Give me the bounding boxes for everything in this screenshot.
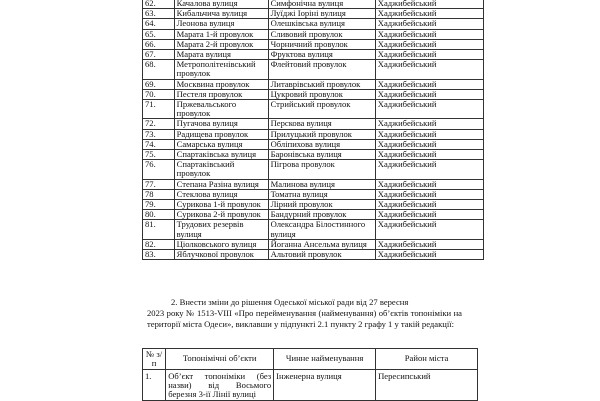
row-num: 1. — [143, 370, 166, 401]
row-number: 74. — [143, 139, 175, 149]
row-number: 71. — [143, 100, 175, 119]
table-row — [143, 19, 484, 29]
row-number: 70. — [143, 89, 175, 99]
row-number: 66. — [143, 39, 175, 49]
table-row — [143, 239, 484, 249]
old-street-name: Сурикова 2-й провулок — [174, 210, 268, 220]
new-street-name: Альтовий провулок — [268, 250, 375, 260]
old-street-name: Пугачова вулиця — [174, 119, 268, 129]
row-number: 65. — [143, 29, 175, 39]
table-row — [143, 189, 484, 199]
new-street-name: Флейтовий провулок — [268, 60, 375, 79]
district-name: Хаджибейський — [375, 119, 483, 129]
district-name: Хаджибейський — [375, 0, 483, 9]
streets-renaming-table — [142, 0, 484, 260]
table-row — [143, 150, 484, 160]
old-street-name: Яблучкової провулок — [174, 250, 268, 260]
row-number: 78 — [143, 189, 175, 199]
district-name: Хаджибейський — [375, 29, 483, 39]
district-name: Хаджибейський — [375, 79, 483, 89]
district-name: Хаджибейський — [375, 160, 483, 179]
row-number: 69. — [143, 79, 175, 89]
old-street-name: Спартаківський провулок — [174, 160, 268, 179]
paragraph-first-line: 2. Внести зміни до рішення Одеської міської ради від 27 вересня — [171, 297, 409, 307]
streets-table-body — [143, 0, 484, 260]
old-street-name: Марата вулиця — [174, 50, 268, 60]
old-street-name: Кибальчича вулиця — [174, 9, 268, 19]
new-street-name: Литаврівський провулок — [268, 79, 375, 89]
old-street-name: Пржевальського провулок — [174, 100, 268, 119]
row-number: 68. — [143, 60, 175, 79]
old-street-name: Марата 2-й провулок — [174, 39, 268, 49]
table-row — [143, 179, 484, 189]
district-name: Хаджибейський — [375, 129, 483, 139]
district-name: Хаджибейський — [375, 220, 483, 239]
new-street-name: Луїджі Іоріні вулиця — [268, 9, 375, 19]
new-street-name: Перскова вулиця — [268, 119, 375, 129]
amended-table-header-row — [143, 349, 478, 370]
new-street-name: Стрийський провулок — [268, 100, 375, 119]
old-street-name: Трудових резервів вулиця — [174, 220, 268, 239]
paragraph-rest: 2023 року № 1513-VIII «Про перейменування (найменування) об’єктів топоніміки на території міста Одеси», виклавши у підпункті 2.1 пункту 2 графу 1 у такій редакції: — [147, 308, 462, 329]
table-row — [143, 210, 484, 220]
new-street-name: Баронівська вулиця — [268, 150, 375, 160]
district-name: Хаджибейський — [375, 210, 483, 220]
row-current-name: Інженерна вулиця — [274, 370, 376, 401]
header-current-name: Чинне найменування — [274, 349, 376, 370]
new-street-name: Симфонічна вулиця — [268, 0, 375, 9]
table-row — [143, 200, 484, 210]
row-number: 72. — [143, 119, 175, 129]
old-street-name: Спартаківська вулиця — [174, 150, 268, 160]
new-street-name: Йоганна Ансельма вулиця — [268, 239, 375, 249]
old-street-name: Самарська вулиця — [174, 139, 268, 149]
old-street-name: Качалова вулиця — [174, 0, 268, 9]
old-street-name: Сурикова 1-й провулок — [174, 200, 268, 210]
new-street-name: Пігрова провулок — [268, 160, 375, 179]
old-street-name: Пестеля провулок — [174, 89, 268, 99]
district-name: Хаджибейський — [375, 150, 483, 160]
new-street-name: Олександра Білостинного вулиця — [268, 220, 375, 239]
new-street-name: Цукровий провулок — [268, 89, 375, 99]
table-row — [143, 9, 484, 19]
row-number: 63. — [143, 9, 175, 19]
new-street-name: Олешківська вулиця — [268, 19, 375, 29]
district-name: Хаджибейський — [375, 139, 483, 149]
old-street-name: Степана Разіна вулиця — [174, 179, 268, 189]
row-number: 82. — [143, 239, 175, 249]
new-street-name: Чорничний провулок — [268, 39, 375, 49]
row-number: 73. — [143, 129, 175, 139]
old-street-name: Москвина провулок — [174, 79, 268, 89]
table-row — [143, 100, 484, 119]
new-street-name: Малинова вулиця — [268, 179, 375, 189]
row-number: 62. — [143, 0, 175, 9]
old-street-name: Радищева провулок — [174, 129, 268, 139]
table-row — [143, 160, 484, 179]
new-street-name: Сливовий провулок — [268, 29, 375, 39]
amendment-paragraph — [147, 297, 462, 330]
district-name: Хаджибейський — [375, 189, 483, 199]
amended-table — [142, 348, 478, 401]
row-number: 75. — [143, 150, 175, 160]
table-row — [143, 50, 484, 60]
row-number: 80. — [143, 210, 175, 220]
old-street-name: Леонова вулиця — [174, 19, 268, 29]
district-name: Хаджибейський — [375, 50, 483, 60]
district-name: Хаджибейський — [375, 39, 483, 49]
district-name: Хаджибейський — [375, 239, 483, 249]
table-row — [143, 119, 484, 129]
table-row — [143, 370, 478, 401]
table-row — [143, 139, 484, 149]
table-row — [143, 89, 484, 99]
new-street-name: Обліпихова вулиця — [268, 139, 375, 149]
new-street-name: Томатна вулиця — [268, 189, 375, 199]
table-row — [143, 39, 484, 49]
table-row — [143, 129, 484, 139]
table-row — [143, 220, 484, 239]
district-name: Хаджибейський — [375, 89, 483, 99]
table-row — [143, 79, 484, 89]
row-number: 64. — [143, 19, 175, 29]
row-number: 79. — [143, 200, 175, 210]
table-row — [143, 250, 484, 260]
row-district: Пересипський — [376, 370, 478, 401]
table-row — [143, 29, 484, 39]
old-street-name: Метрополітенівський провулок — [174, 60, 268, 79]
old-street-name: Ціолковського вулиця — [174, 239, 268, 249]
district-name: Хаджибейський — [375, 200, 483, 210]
header-num: № з/п — [143, 349, 166, 370]
row-number: 76. — [143, 160, 175, 179]
row-number: 67. — [143, 50, 175, 60]
new-street-name: Бандурний провулок — [268, 210, 375, 220]
district-name: Хаджибейський — [375, 179, 483, 189]
old-street-name: Стеклова вулиця — [174, 189, 268, 199]
new-street-name: Фруктова вулиця — [268, 50, 375, 60]
header-object: Топонімічні об’єкти — [166, 349, 274, 370]
row-number: 81. — [143, 220, 175, 239]
new-street-name: Лірний провулок — [268, 200, 375, 210]
district-name: Хаджибейський — [375, 60, 483, 79]
district-name: Хаджибейський — [375, 250, 483, 260]
row-number: 77. — [143, 179, 175, 189]
table-row — [143, 60, 484, 79]
district-name: Хаджибейський — [375, 9, 483, 19]
district-name: Хаджибейський — [375, 19, 483, 29]
header-district: Район міста — [376, 349, 478, 370]
district-name: Хаджибейський — [375, 100, 483, 119]
row-object: Об’єкт топоніміки (без назви) від Восьмого березня 3-ії Лінії вулиці — [166, 370, 274, 401]
old-street-name: Марата 1-й провулок — [174, 29, 268, 39]
new-street-name: Прилуцький провулок — [268, 129, 375, 139]
row-number: 83. — [143, 250, 175, 260]
